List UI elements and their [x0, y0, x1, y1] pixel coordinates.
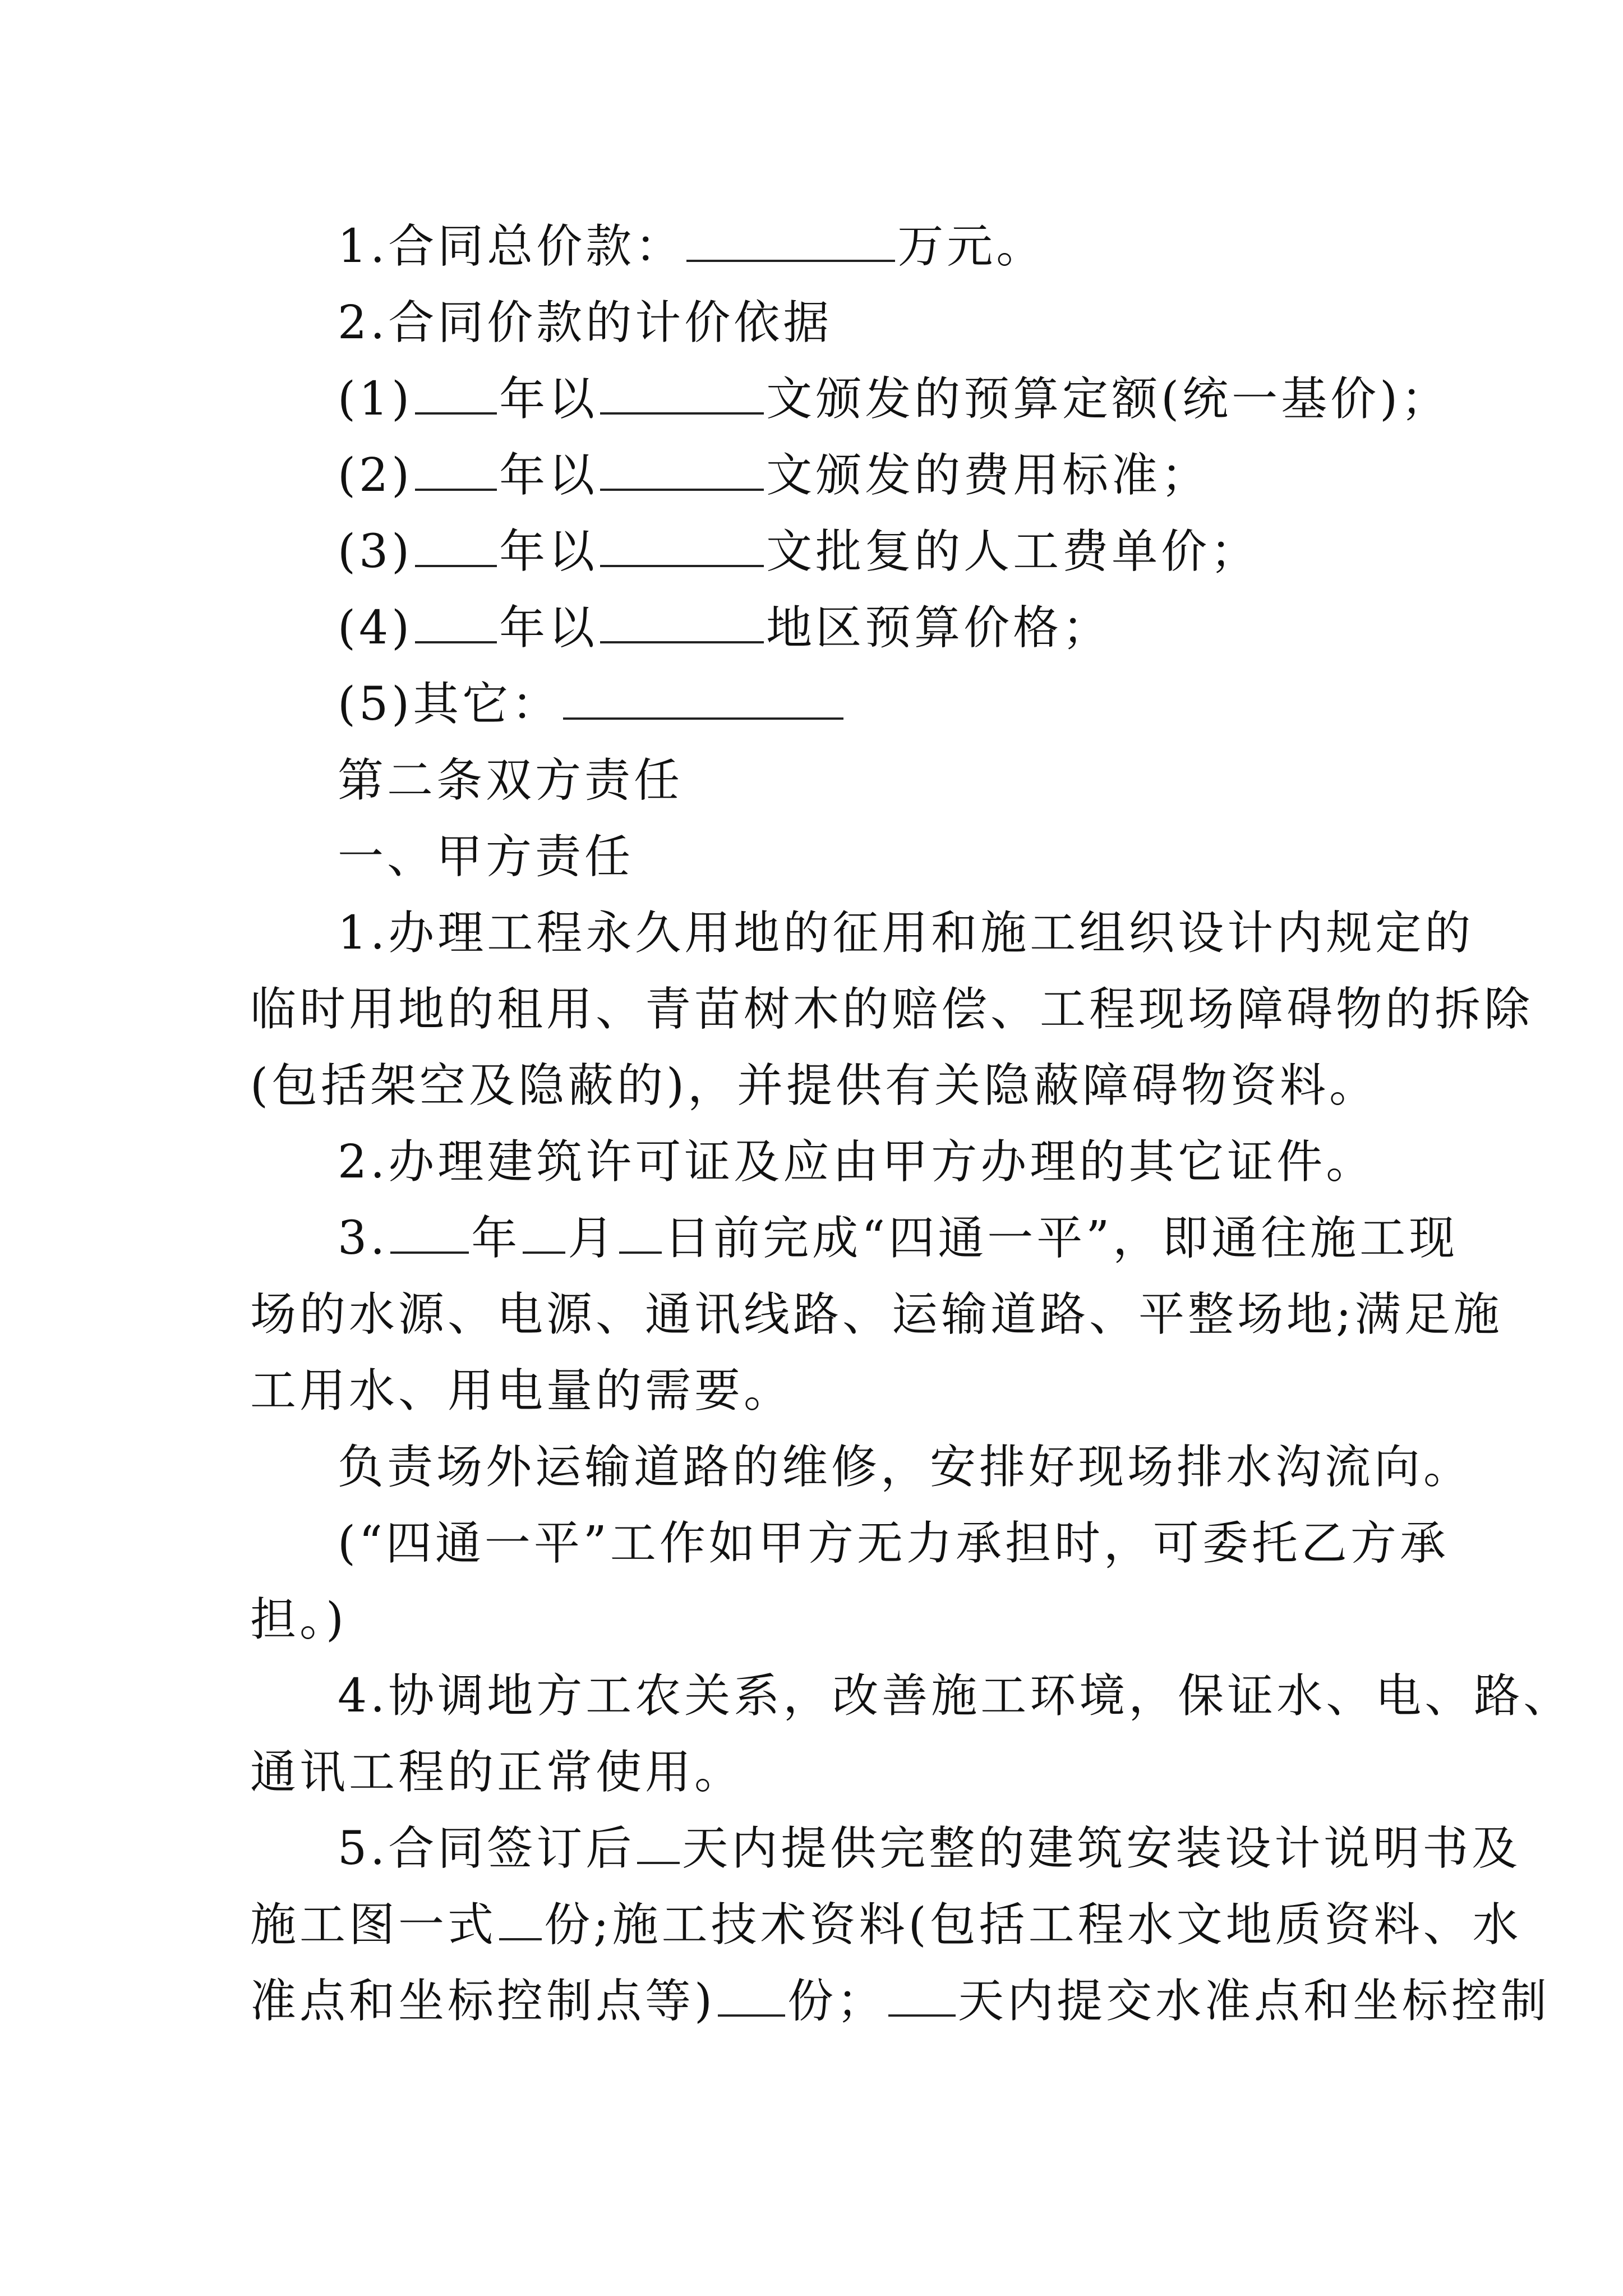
paragraph-line: 2.办理建筑许可证及应由甲方办理的其它证件。	[338, 1135, 1376, 1189]
paragraph-line: 担。)	[250, 1593, 347, 1646]
basis-item-3	[250, 514, 1377, 590]
fill-blank	[600, 373, 764, 415]
fill-blank	[523, 1212, 565, 1254]
basis-item-5	[250, 666, 1377, 743]
text: 万元。	[897, 220, 1046, 273]
fill-blank	[637, 1823, 680, 1864]
text: 施工图一式	[250, 1898, 497, 1952]
total-price-line	[250, 209, 1377, 285]
text: 月	[568, 1212, 617, 1265]
fill-blank	[888, 1975, 956, 2017]
text: 年以	[499, 449, 598, 502]
fill-blank	[619, 1212, 662, 1254]
paragraph-line: 工用水、用电量的需要。	[250, 1364, 794, 1418]
fill-blank	[415, 373, 497, 415]
text: 年	[471, 1212, 521, 1265]
text: 1.合同总价款：	[338, 220, 685, 273]
paragraph-line: 通讯工程的正常使用。	[250, 1746, 744, 1799]
party-a-heading: 一、甲方责任	[338, 830, 634, 884]
text: 份;施工技术资料(包括工程水文地质资料、水	[544, 1898, 1522, 1952]
contract-body	[250, 209, 1573, 2040]
fill-blank	[415, 449, 497, 491]
basis-item-4	[250, 590, 1377, 666]
text: 日前完成“四通一平”，即通往施工现	[664, 1212, 1459, 1265]
text: 年以	[499, 601, 598, 655]
text: 地区预算价格；	[766, 601, 1112, 655]
paragraph-line: 1.办理工程永久用地的征用和施工组织设计内规定的	[338, 907, 1474, 960]
pricing-basis-heading: 2.合同价款的计价依据	[338, 296, 833, 349]
text: 年以	[499, 525, 598, 578]
text: 文批复的人工费单价；	[766, 525, 1260, 578]
fill-blank	[563, 678, 843, 720]
paragraph-line: 临时用地的租用、青苗树木的赔偿、工程现场障碍物的拆除	[250, 983, 1534, 1036]
fill-blank	[600, 526, 764, 567]
fill-blank	[600, 602, 764, 643]
text: (4)	[338, 601, 413, 655]
paragraph-line: (包括架空及隐蔽的)，并提供有关隐蔽障碍物资料。	[250, 1059, 1378, 1112]
article-2-heading: 第二条双方责任	[338, 754, 684, 807]
paragraph-line: 场的水源、电源、通讯线路、运输道路、平整场地;满足施	[250, 1288, 1503, 1341]
text: 天内提交水准点和坐标控制	[958, 1975, 1551, 2028]
text: (3)	[338, 525, 413, 578]
basis-item-2	[250, 438, 1377, 514]
text: 文颁发的预算定额(统一基价)；	[766, 372, 1451, 426]
fill-blank	[600, 449, 764, 491]
text: 3.	[338, 1212, 389, 1265]
fill-blank	[390, 1212, 469, 1254]
text: 份；	[787, 1975, 887, 2028]
paragraph-line	[250, 1811, 1521, 1887]
fill-blank	[415, 526, 497, 567]
fill-blank	[499, 1899, 542, 1940]
paragraph-line: 4.协调地方工农关系，改善施工环境，保证水、电、路、	[338, 1669, 1573, 1723]
fill-blank	[415, 602, 497, 643]
fill-blank	[686, 220, 895, 262]
basis-item-1	[250, 361, 1451, 438]
paragraph-line: 负责场外运输道路的维修，安排好现场排水沟流向。	[338, 1441, 1473, 1494]
text: 文颁发的费用标准；	[766, 449, 1211, 502]
paragraph-line	[250, 1200, 1459, 1277]
text: 准点和坐标控制点等)	[250, 1975, 716, 2028]
text: (5)其它：	[338, 678, 561, 731]
text: (1)	[338, 372, 413, 426]
text: 年以	[499, 372, 598, 426]
text: 5.合同签订后	[338, 1822, 635, 1875]
text: (2)	[338, 449, 413, 502]
paragraph-line	[250, 1963, 1551, 2040]
fill-blank	[718, 1975, 785, 2017]
paragraph-line: (“四通一平”工作如甲方无力承担时，可委托乙方承	[338, 1517, 1449, 1570]
text: 天内提供完整的建筑安装设计说明书及	[682, 1822, 1521, 1875]
paragraph-line	[250, 1887, 1522, 1963]
